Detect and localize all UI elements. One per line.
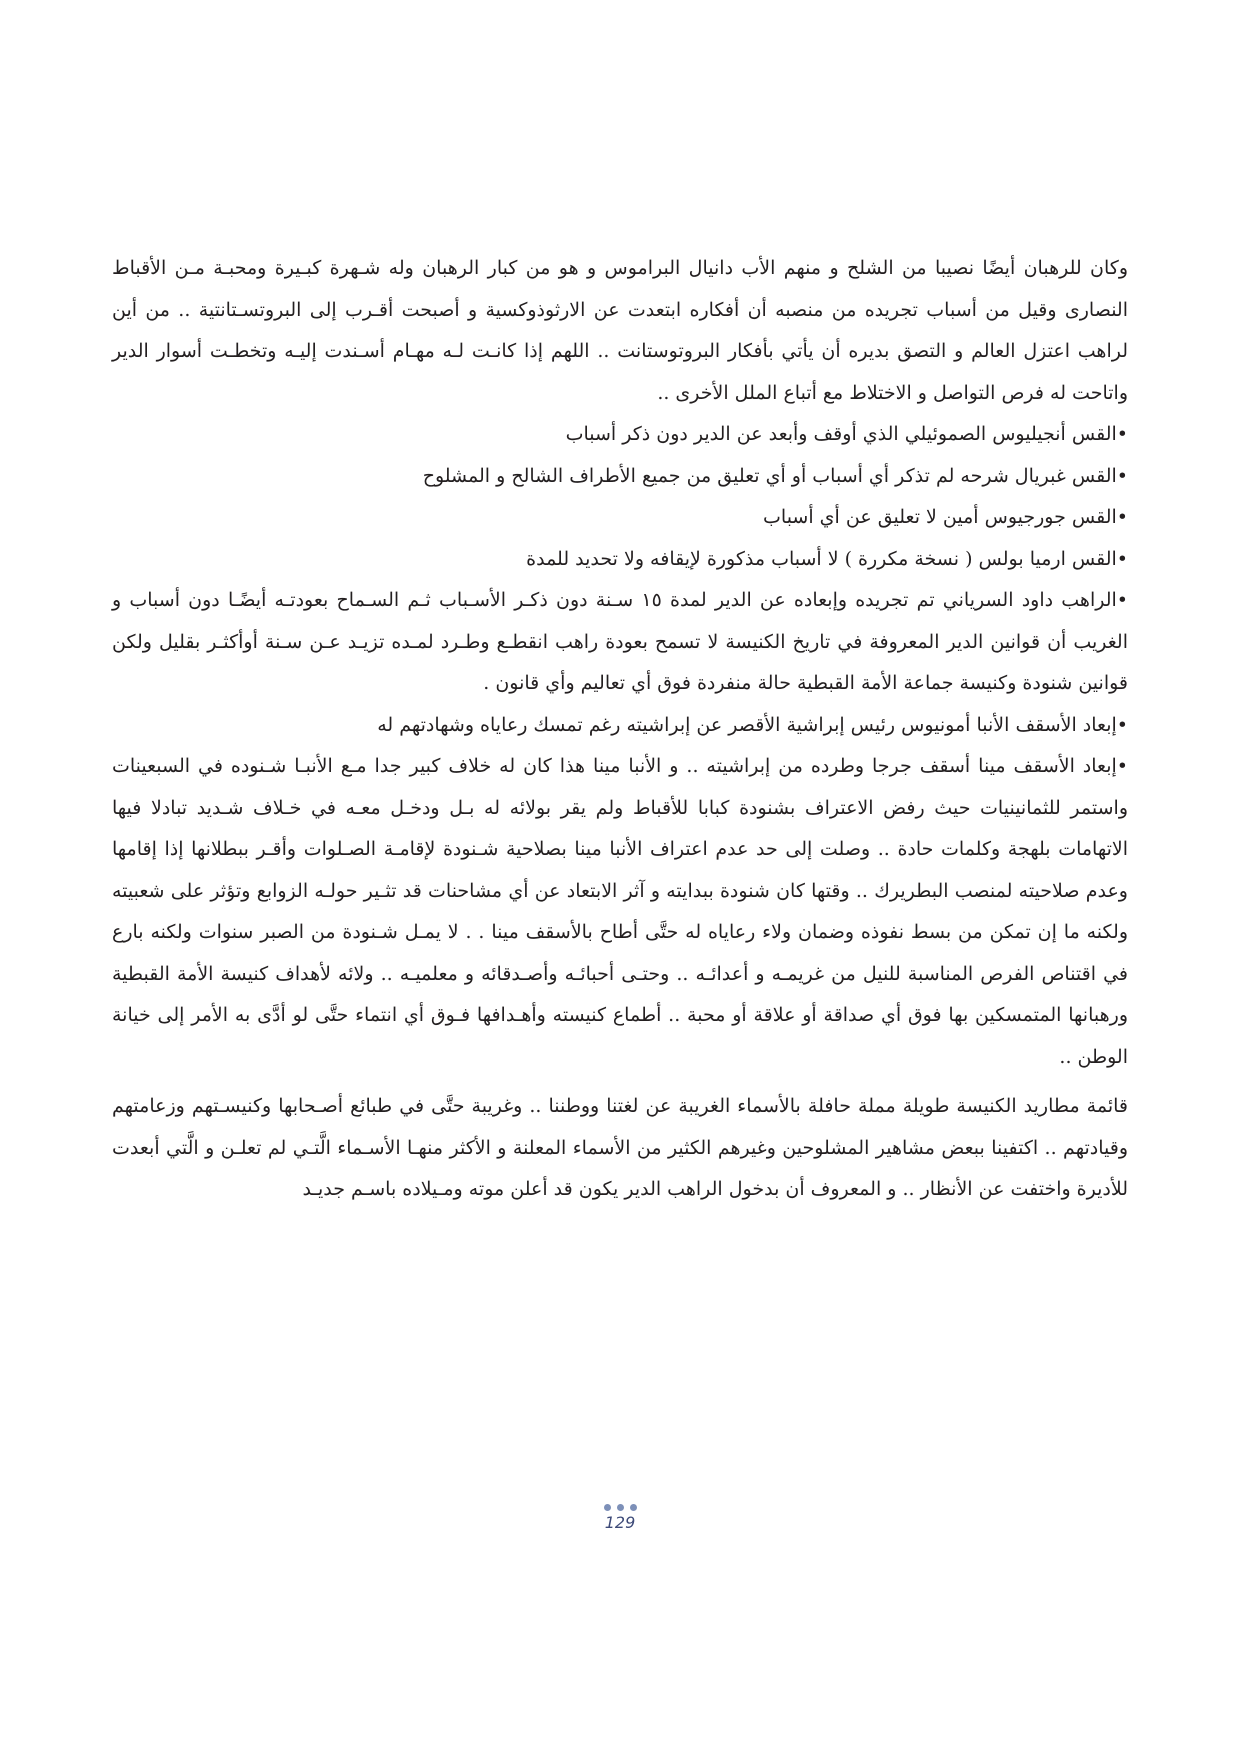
bullet-item-2: •القس غبريال شرحه لم تذكر أي أسباب أو أي تعليق من جميع الأطراف الشالح و المشلوح [422,464,1128,487]
bullet-item-3: •القس جورجيوس أمين لا تعليق عن أي أسباب [763,506,1128,528]
page-number: 129 [604,1513,636,1532]
dot-icon [617,1504,624,1511]
dot-icon [630,1504,637,1511]
paragraph-closing: قائمة مطاريد الكنيسة طويلة مملة حافلة بالأسماء الغريبة عن لغتنا ووطننا .. وغريبة حتَّى في طبائع أصـحابها وكنيسـتهم وزعامتهم وقيادتهم .. اكتفينا ببعض مشاهير المشلوحين وغيرهم الكثير من الأسماء المعلنة و الأكثر منهـا الأسـماء الَّتـي لم تعلـن و الَّتي أبعدت للأديرة واختفت عن الأنظار .. و المعروف أن بدخول الراهب الدير يكون قد أعلن موته ومـيلاده باسـم جديـد [112,1095,1128,1200]
bullet-item-7: •إبعاد الأسقف مينا أسقف جرجا وطرده من إبراشيته .. و الأنبا مينا هذا كان له خلاف كبير جدا مـع الأنبـا شـنوده في السبعينات واستمر للثمانينيات حيث رفض الاعتراف بشنودة كبابا للأقباط ولم يقر بولائه له بـل ودخـل معـه في خـلاف شـديد تبادلا فيها الاتهامات بلهجة وكلمات حادة .. وصلت إلى حد عدم اعتراف الأنبا مينا بصلاحية شـنودة لإقامـة الصـلوات وأقـر ببطلانها إذا إقامها وعدم صلاحيته لمنصب البطريرك .. وقتها كان شنودة ببدايته و آثر الابتعاد عن أي مشاحنات قد تثـير حولـه الزوابع وتؤثر على شعبيته ولكنه ما إن تمكن من بسط نفوذه وضمان ولاء رعاياه له حتَّى أطاح بالأسقف مينا . . لا يمـل شـنودة من الصبر سنوات ولكنه بارع في اقتناص الفرص المناسبة للنيل من غريمـه و أعدائـه .. وحتـى أحبائـه وأصـدقائه و معلميـه .. ولائه لأهداف كنيسة الأمة القبطية ورهبانها المتمسكين بها فوق أي صداقة أو علاقة أو محبة .. أطماع كنيسته وأهـدافها فـوق أي انتماء حتَّى لو أدَّى به الأمر إلى خيانة الوطن .. [112,755,1128,1068]
ornament-dots-icon [604,1504,637,1511]
bullet-item-5: •الراهب داود السرياني تم تجريده وإبعاده عن الدير لمدة ١٥ سـنة دون ذكـر الأسـباب ثـم السـماح بعودتـه أيضًـا دون أسباب و الغريب أن قوانين الدير المعروفة في تاريخ الكنيسة لا تسمح بعودة راهب انقطـع وطـرد لمـده تزيـد عـن سـنة أوأكثـر بقليل ولكن قوانين شنودة وكنيسة جماعة الأمة القبطية حالة منفردة فوق أي تعاليم وأي قانون . [112,589,1128,694]
paragraph-intro: وكان للرهبان أيضًا نصيبا من الشلح و منهم الأب دانيال البراموس و هو من كبار الرهبان وله شـهرة كبـيرة ومحبـة مـن الأقباط النصارى وقيل من أسباب تجريده من منصبه أن أفكاره ابتعدت عن الارثوذوكسية و أصبحت أقـرب إلى البروتسـتانتية .. من أين لراهب اعتزل العالم و التصق بديره أن يأتي بأفكار البروتوستانت .. اللهم إذا كانـت لـه مهـام أسـندت إليـه وتخطـت أسوار الدير واتاحت له فرص التواصل و الاختلاط مع أتباع الملل الأخرى .. [112,257,1128,404]
bullet-item-4: •القس ارميا بولس ( نسخة مكررة ) لا أسباب مذكورة لإيقافه ولا تحديد للمدة [526,547,1128,570]
page-footer [0,1496,1240,1532]
dot-icon [604,1504,611,1511]
page-body [112,248,1128,1211]
bullet-item-6: •إبعاد الأسقف الأنبا أمونيوس رئيس إبراشية الأقصر عن إبراشيته رغم تمسك رعاياه وشهادتهم له [377,713,1128,736]
bullet-item-1: •القس أنجيليوس الصموئيلي الذي أوقف وأبعد عن الدير دون ذكر أسباب [565,423,1128,445]
